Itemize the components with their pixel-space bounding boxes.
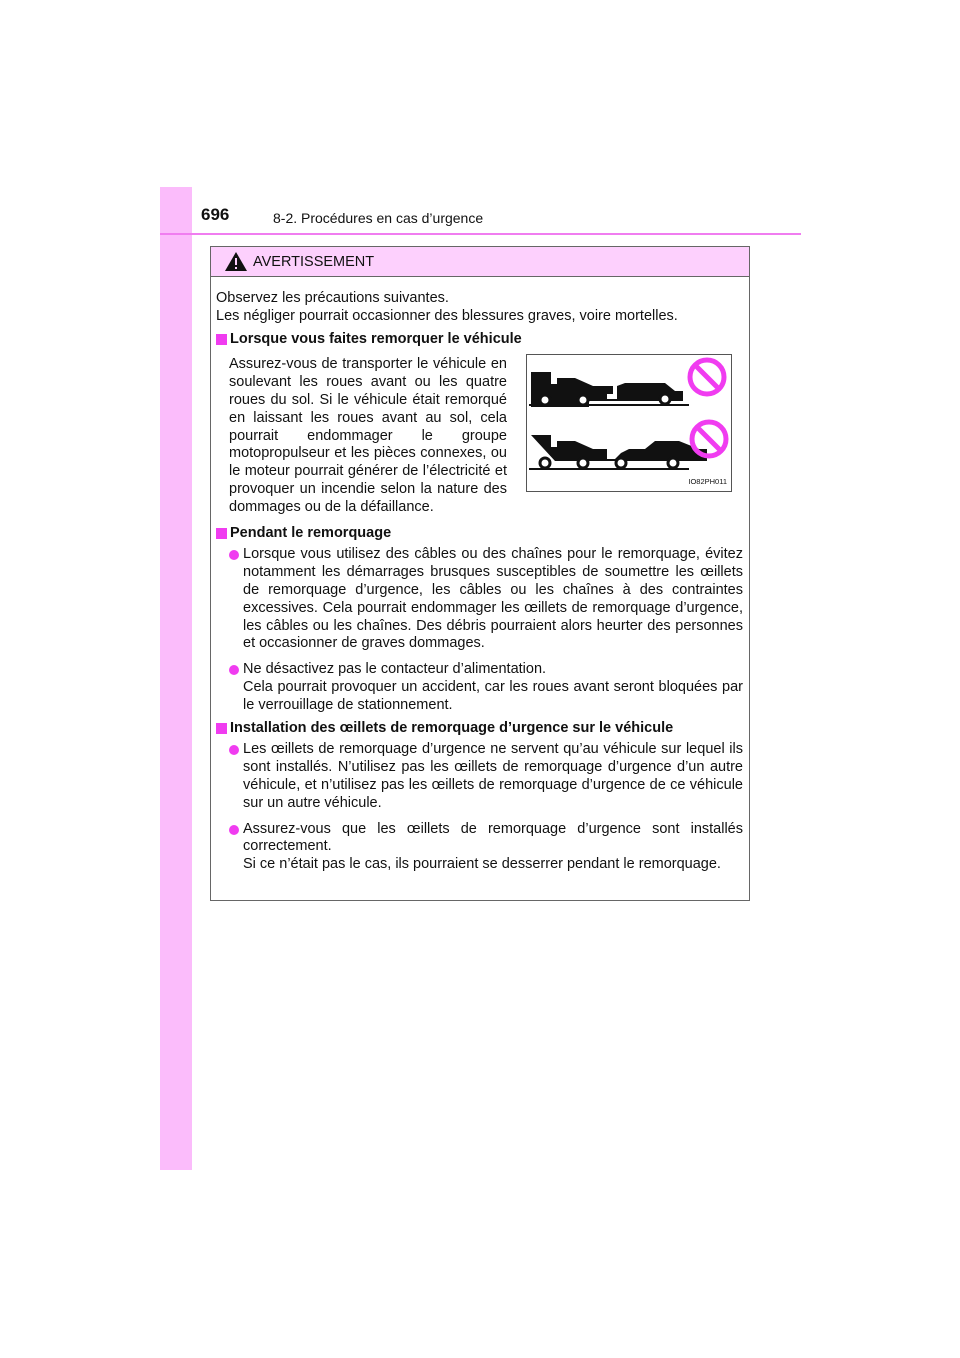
bullet-item: Lorsque vous utilisez des câbles ou des chaînes pour le remorquage, évitez notamment les démarrages brusques susceptibles de soumettre les œillets de remorquage d’urgence, les câbles ou les chaînes à des contraintes excessives. Cela pourrait endommager les œillets de remorquage d’urgence, les câbles ou les chaînes. Des débris pourraient alors heurter des personnes et occasionner de graves dommages. [216,546,743,653]
truck-lifted-car-illustration [529,372,689,407]
warning-triangle-icon [225,252,247,271]
round-bullet-icon [229,665,239,675]
square-bullet-icon [216,723,227,734]
figure-code: IO82PH011 [688,476,727,486]
bullet-item: Ne désactivez pas le contacteur d’alimentation. Cela pourrait provoquer un accident, car les roues avant seront bloquées par le verrouillage de stationnement. [216,661,743,714]
warning-box [210,246,750,901]
section-heading: Pendant le remorquage [216,525,743,543]
page-number: 696 [201,205,230,224]
round-bullet-icon [229,745,239,755]
intro-line: Observez les précautions suivantes. [216,290,449,306]
warning-header [211,247,749,277]
section-heading: Installation des œillets de remorquage d’urgence sur le véhicule [216,720,743,738]
section-heading: Lorsque vous faites remorquer le véhicule [216,331,743,349]
bullet-item: Les œillets de remorquage d’urgence ne servent qu’au véhicule sur lequel ils sont installés. N’utilisez pas les œillets de remorquage d’urgence d’un autre véhicule, et n’utilisez pas les œillets de remorquage d’urgence de ce véhicule sur un autre véhicule. [216,741,743,812]
round-bullet-icon [229,550,239,560]
warning-title: AVERTISSEMENT [253,253,375,270]
no-symbol-icon [690,360,724,394]
bullet-item: Assurez-vous que les œillets de remorquage d’urgence sont installés correctement. Si ce n’était pas le cas, ils pourraient se desserrer pendant le remorquage. [216,821,743,874]
section-title: 8-2. Procédures en cas d’urgence [273,210,484,226]
chapter-tab [160,187,192,1170]
intro-line: Les négliger pourrait occasionner des blessures graves, voire mortelles. [216,307,678,324]
towing-illustration [526,354,732,492]
square-bullet-icon [216,334,227,345]
no-symbol-icon [692,422,726,456]
round-bullet-icon [229,825,239,835]
towing-text: Assurez-vous de transporter le véhicule en soulevant les roues avant ou les quatre roues du sol. Si le véhicule était remorqué en laissant les roues avant au sol, cela pourrait endommager le groupe motopropulseur et les pièces connexes, ou le moteur pourrait générer de l’électricité et provoquer un incendie selon la nature des dommages ou de la défaillance. [229,356,507,515]
header-divider [160,233,801,235]
truck-flat-car-illustration [529,435,707,469]
square-bullet-icon [216,528,227,539]
